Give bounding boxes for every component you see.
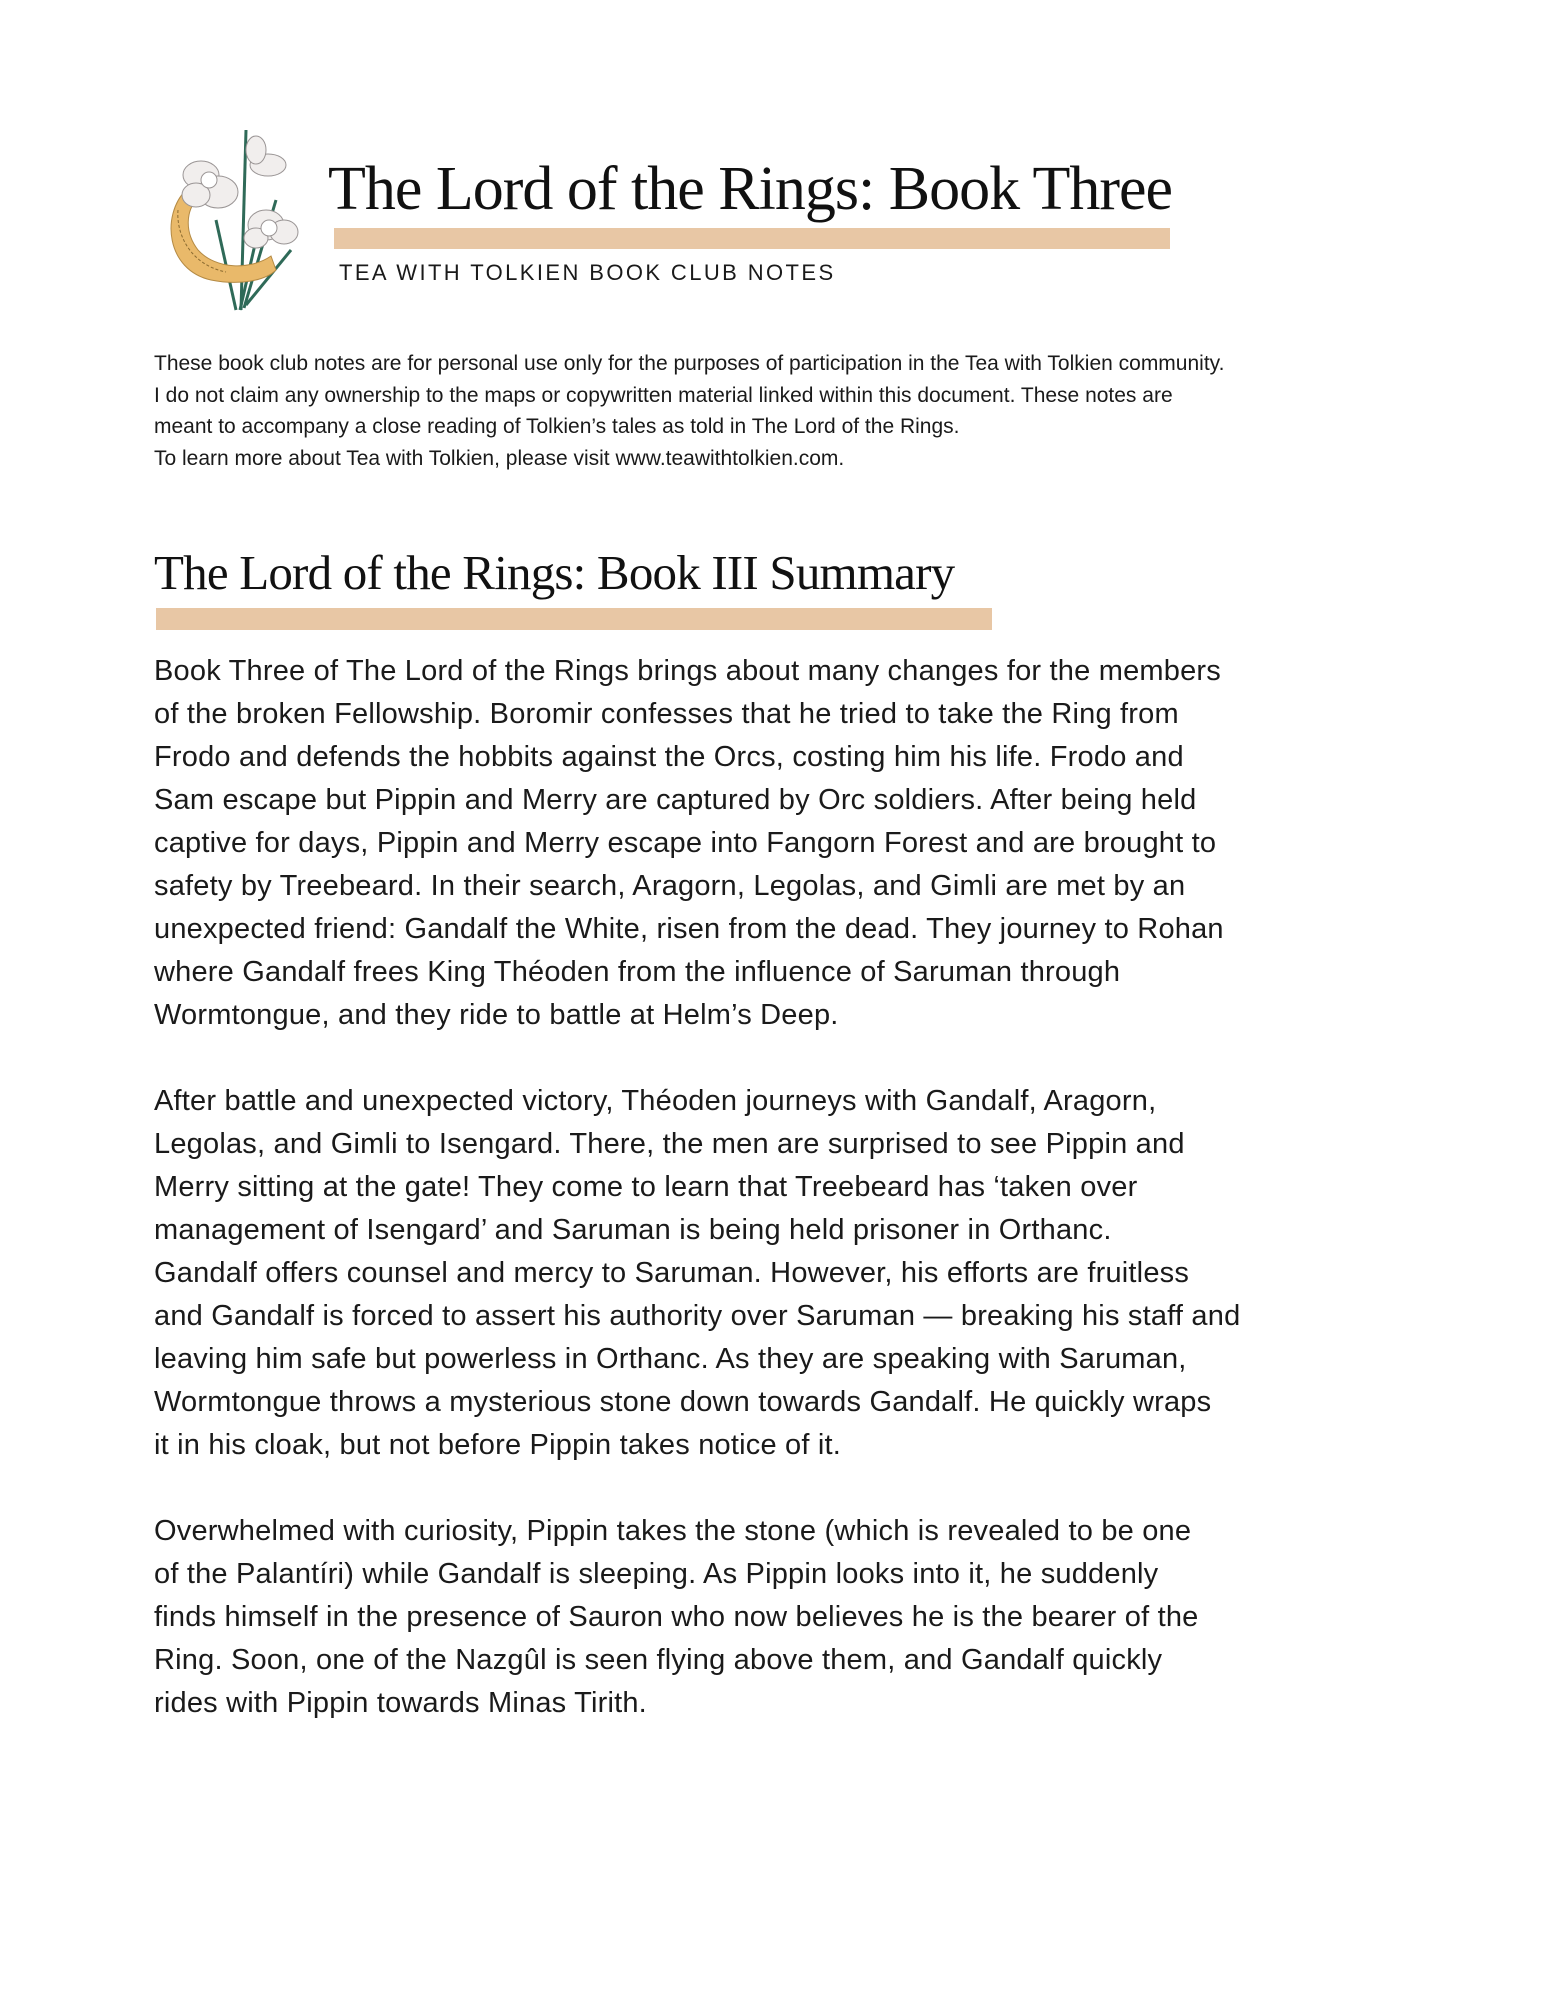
disclaimer-line: To learn more about Tea with Tolkien, please visit www.teawithtolkien.com. <box>154 446 845 470</box>
paragraph-line: of the broken Fellowship. Boromir confesses that he tried to take the Ring from <box>154 698 1179 730</box>
heading-highlight-bar <box>156 608 992 630</box>
disclaimer-line: I do not claim any ownership to the maps or copywritten material linked within this document. These notes are <box>154 383 1173 407</box>
paragraph-line: Ring. Soon, one of the Nazgûl is seen flying above them, and Gandalf quickly <box>154 1644 1163 1676</box>
paragraph-line: and Gandalf is forced to assert his authority over Saruman — breaking his staff and <box>154 1300 1241 1332</box>
summary-paragraph <box>154 1510 1240 1725</box>
paragraph-line: it in his cloak, but not before Pippin takes notice of it. <box>154 1429 842 1461</box>
paragraph-line: Frodo and defends the hobbits against the Orcs, costing him his life. Frodo and <box>154 741 1184 773</box>
paragraph-line: unexpected friend: Gandalf the White, risen from the dead. They journey to Rohan <box>154 913 1224 945</box>
paragraph-line: captive for days, Pippin and Merry escape into Fangorn Forest and are brought to <box>154 827 1217 859</box>
paragraph-line: safety by Treebeard. In their search, Aragorn, Legolas, and Gimli are met by an <box>154 870 1186 902</box>
paragraph-line: Sam escape but Pippin and Merry are captured by Orc soldiers. After being held <box>154 784 1197 816</box>
paragraph-line: rides with Pippin towards Minas Tirith. <box>154 1687 647 1719</box>
paragraph-line: Wormtongue, and they ride to battle at Helm’s Deep. <box>154 999 839 1031</box>
summary-paragraph <box>154 650 1240 1037</box>
document-title: The Lord of the Rings: Book Three <box>328 155 1173 223</box>
paragraph-line: Legolas, and Gimli to Isengard. There, the men are surprised to see Pippin and <box>154 1128 1185 1160</box>
paragraph-line: management of Isengard’ and Saruman is being held prisoner in Orthanc. <box>154 1214 1112 1246</box>
section-heading: The Lord of the Rings: Book III Summary <box>154 545 955 600</box>
daffodil-ring-logo <box>156 120 306 312</box>
paragraph-line: where Gandalf frees King Théoden from the influence of Saruman through <box>154 956 1121 988</box>
paragraph-line: Overwhelmed with curiosity, Pippin takes the stone (which is revealed to be one <box>154 1515 1192 1547</box>
title-highlight-bar <box>334 228 1170 249</box>
paragraph-line: of the Palantíri) while Gandalf is sleeping. As Pippin looks into it, he suddenly <box>154 1558 1159 1590</box>
document-subtitle: TEA WITH TOLKIEN BOOK CLUB NOTES <box>339 260 836 285</box>
paragraph-line: finds himself in the presence of Sauron who now believes he is the bearer of the <box>154 1601 1199 1633</box>
paragraph-line: leaving him safe but powerless in Orthanc. As they are speaking with Saruman, <box>154 1343 1187 1375</box>
paragraph-line: Book Three of The Lord of the Rings brings about many changes for the members <box>154 655 1221 687</box>
summary-body <box>154 650 1240 1768</box>
disclaimer-line: These book club notes are for personal use only for the purposes of participation in the Tea with Tolkien community. <box>154 352 1225 375</box>
summary-paragraph <box>154 1080 1240 1467</box>
disclaimer <box>154 348 1224 474</box>
paragraph-line: After battle and unexpected victory, Théoden journeys with Gandalf, Aragorn, <box>154 1085 1157 1117</box>
paragraph-line: Wormtongue throws a mysterious stone down towards Gandalf. He quickly wraps <box>154 1386 1212 1418</box>
disclaimer-line: meant to accompany a close reading of Tolkien’s tales as told in The Lord of the Rings. <box>154 415 960 438</box>
paragraph-line: Gandalf offers counsel and mercy to Saruman. However, his efforts are fruitless <box>154 1257 1190 1289</box>
paragraph-line: Merry sitting at the gate! They come to learn that Treebeard has ‘taken over <box>154 1171 1138 1203</box>
